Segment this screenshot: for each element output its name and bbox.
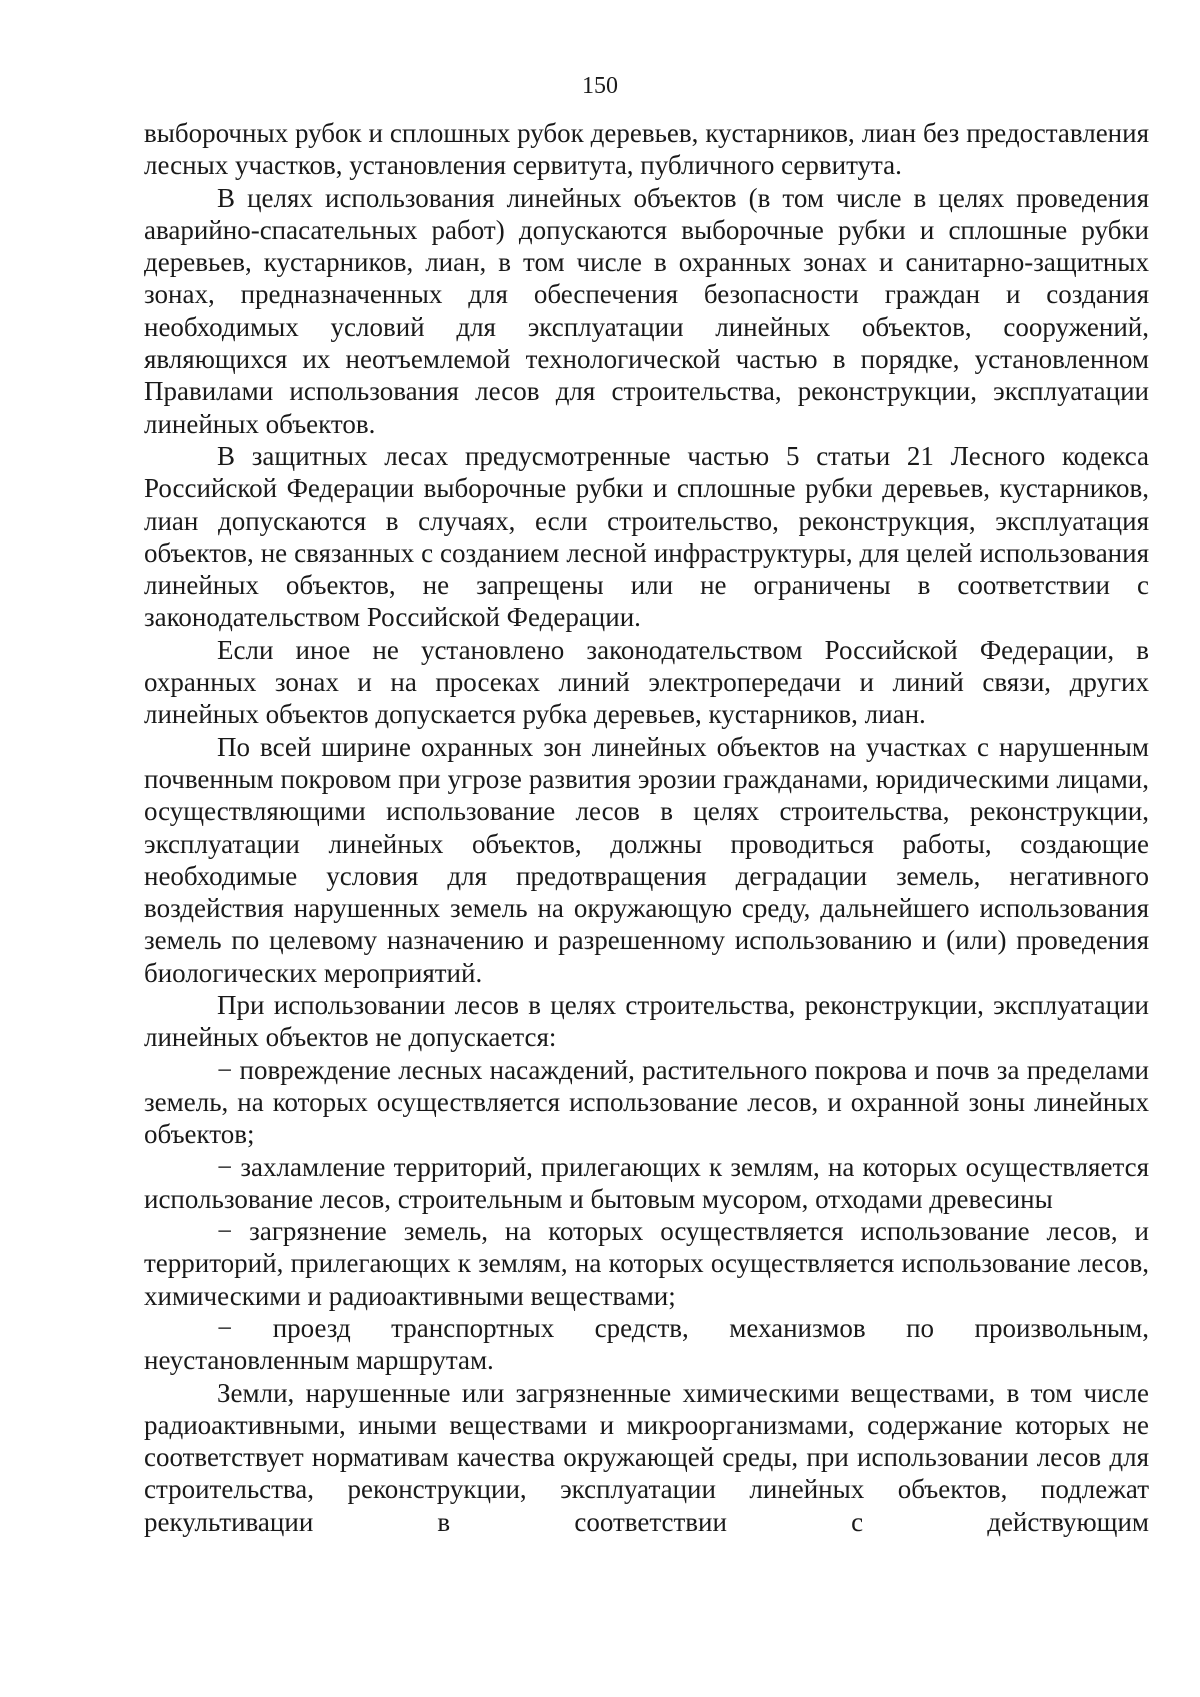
paragraph-protective-forests: В защитных лесах предусмотренные частью 5 статьи 21 Лесного кодекса Российской Федерации выборочные рубки и сплошные рубки деревьев, кустарников, лиан допускаются в случаях, если строительство, реконструкция, эксплуатация объектов, не связанных с созданием лесной инфраструктуры, для целей использования линейных объектов, не запрещены или не ограничены в соответствии с законодательством Российской Федерации.: [144, 440, 1149, 633]
document-body: [144, 117, 1149, 1538]
list-item-pollution: − загрязнение земель, на которых осуществляется использование лесов, и территорий, прилегающих к землям, на которых осуществляется использование лесов, химическими и радиоактивными веществами;: [144, 1216, 1149, 1311]
list-item-vehicles: − проезд транспортных средств, механизмов по произвольным, неустановленным маршрутам.: [144, 1312, 1149, 1376]
paragraph-recultivation: Земли, нарушенные или загрязненные химическими веществами, в том числе радиоактивными, иными веществами и микроорганизмами, содержание которых не соответствует нормативам качества окружающей среды, при использовании лесов для строительства, реконструкции, эксплуатации линейных объектов, подлежат рекультивации в соответствии с действующим: [144, 1377, 1149, 1537]
paragraph-continuation: выборочных рубок и сплошных рубок деревьев, кустарников, лиан без предоставления лесных участков, установления сервитута, публичного сервитута.: [144, 118, 1149, 181]
list-item-damage: − повреждение лесных насаждений, растительного покрова и почв за пределами земель, на которых осуществляется использование лесов, и охранной зоны линейных объектов;: [144, 1054, 1149, 1150]
paragraph-not-allowed-intro: При использовании лесов в целях строительства, реконструкции, эксплуатации линейных объектов не допускается:: [144, 990, 1149, 1053]
paragraph-linear-objects-felling: В целях использования линейных объектов (в том числе в целях проведения аварийно-спасательных работ) допускаются выборочные рубки и сплошные рубки деревьев, кустарников, лиан, в том числе в охранных зонах и санитарно-защитных зонах, предназначенных для обеспечения безопасности граждан и создания необходимых условий для эксплуатации линейных объектов, сооружений, являющихся их неотъемлемой технологической частью в порядке, установленном Правилами использования лесов для строительства, реконструкции, эксплуатации линейных объектов.: [144, 182, 1149, 439]
paragraph-erosion-works: По всей ширине охранных зон линейных объектов на участках с нарушенным почвенным покровом при угрозе развития эрозии гражданами, юридическими лицами, осуществляющими использование лесов в целях строительства, реконструкции, эксплуатации линейных объектов, должны проводиться работы, создающие необходимые условия для предотвращения деградации земель, негативного воздействия нарушенных земель на окружающую среду, дальнейшего использования земель по целевому назначению и разрешенному использованию и (или) проведения биологических мероприятий.: [144, 731, 1149, 988]
list-item-littering: − захламление территорий, прилегающих к землям, на которых осуществляется использование лесов, строительным и бытовым мусором, отходами древесины: [144, 1151, 1149, 1214]
paragraph-protection-zones: Если иное не установлено законодательством Российской Федерации, в охранных зонах и на просеках линий электропередачи и линий связи, других линейных объектов допускается рубка деревьев, кустарников, лиан.: [144, 634, 1149, 730]
page-number: 150: [582, 73, 618, 99]
